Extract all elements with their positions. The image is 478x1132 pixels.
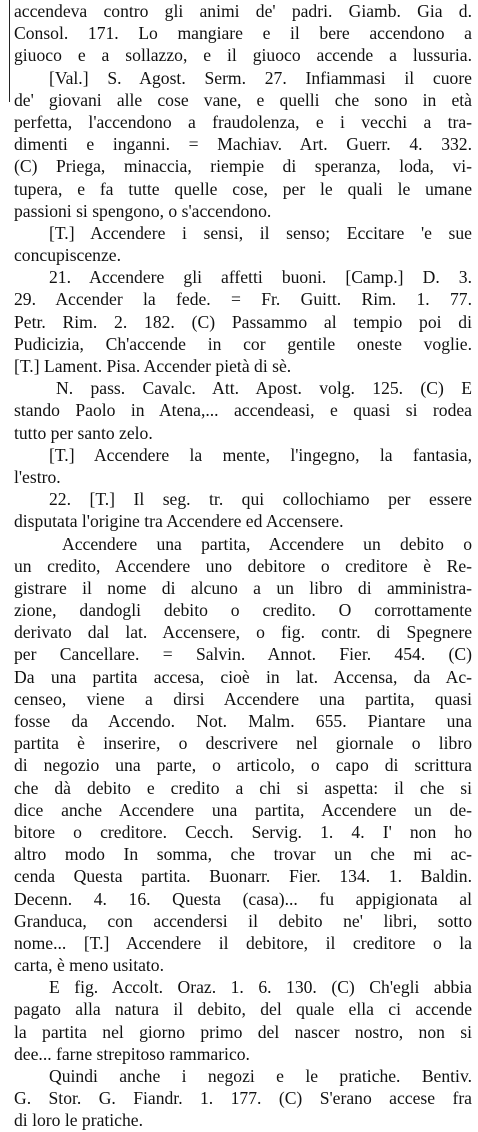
text-line: de' giovani alle cose vane, e quelli che sono in età [14,89,472,110]
text-line: di loro le pratiche. [14,1110,143,1131]
text-line: concupiscenze. [14,245,121,266]
text-line: bitore o creditore. Cecch. Servig. 1. 4. I' non ho [14,821,472,842]
margin-rule [9,0,10,102]
text-line: partita è inserire, o descrivere nel giornale o libro [14,733,472,754]
text-line: [T.] Accendere i sensi, il senso; Eccitare 'e sue [49,222,472,243]
text-line: di negozio una parte, o articolo, o capo di scrittura [14,755,472,776]
text-line: censeo, viene a dirsi Accendere una partita, quasi [14,688,472,709]
text-line: nome... [T.] Accendere il debitore, il creditore o la [14,932,472,953]
text-line: pagato alla natura il debito, del quale ella ci accende [14,999,472,1020]
text-line: 21. Accendere gli affetti buoni. [Camp.] D. 3. [49,267,472,288]
text-line: [T.] Lament. Pisa. Accender pietà di sè. [14,356,292,376]
text-line: [Val.] S. Agost. Serm. 27. Infiammasi il cuore [49,67,472,88]
text-line: tupera, e fa tutte quelle cose, per le quali le umane [14,178,472,199]
text-line: la partita nel giorno primo del nascer nostro, non si [14,1021,472,1042]
text-line: [T.] Accendere la mente, l'ingegno, la fantasia, [49,444,472,465]
text-line: 22. [T.] Il seg. tr. qui collochiamo per essere [49,489,472,510]
text-line: E fig. Accolt. Oraz. 1. 6. 130. (C) Ch'egli abbia [49,977,472,998]
text-line: Decenn. 4. 16. Questa (casa)... fu appigionata al [14,888,472,909]
text-line: Accendere una partita, Accendere un debito o [62,533,472,554]
text-line: tutto per santo zelo. [14,422,153,443]
text-line: Granduca, con accendersi il debito ne' libri, sotto [14,910,472,931]
text-line: G. Stor. G. Fiandr. 1. 177. (C) S'erano accese fra [14,1088,472,1109]
text-line: derivato dal lat. Accensere, o fig. contr. di Spegnere [14,622,472,643]
entry-text [14,0,472,1132]
text-line: carta, è meno usitato. [14,955,164,976]
text-line: Quindi anche i negozi e le pratiche. Bentiv. [49,1066,472,1086]
text-line: disputata l'origine tra Accendere ed Accensere. [14,511,344,532]
text-line: perfetta, l'accendono a fraudolenza, e i vecchi a tra- [14,111,472,132]
text-line: un credito, Accendere uno debitore o creditore è Re- [14,555,472,576]
text-line: Consol. 171. Lo mangiare e il bere accendono a [14,23,472,44]
text-line: per Cancellare. = Salvin. Annot. Fier. 454. (C) [14,644,472,665]
text-line: accendeva contro gli animi de' padri. Giamb. Gia d. [14,1,472,21]
text-line: (C) Priega, minaccia, riempie di speranza, loda, vi- [14,156,472,177]
text-line: N. pass. Cavalc. Att. Apost. volg. 125. (C) E [56,378,472,399]
text-line: l'estro. [14,466,61,487]
text-line: dice anche Accendere una partita, Accendere un de- [14,799,472,820]
text-line: Petr. Rim. 2. 182. (C) Passammo al tempio poi di [14,311,472,332]
text-line: passioni si spengono, o s'accendono. [14,200,272,221]
text-line: altro modo In somma, che trovar un che mi ac- [14,844,472,865]
text-line: stando Paolo in Atena,... accendeasi, e quasi si rodea [14,400,472,421]
text-line: dimenti e inganni. = Machiav. Art. Guerr. 4. 332. [14,134,472,155]
text-line: cenda Questa partita. Buonarr. Fier. 134. 1. Baldin. [14,866,472,887]
text-line: gistrare il nome di alcuno a un libro di amministra- [14,577,472,598]
text-line: Pudicizia, Ch'accende in cor gentile oneste voglie. [14,333,472,354]
text-line: Da una partita accesa, cioè in lat. Accensa, da Ac- [14,666,472,687]
text-line: dee... farne strepitoso rammarico. [14,1043,250,1064]
text-line: che dà debito e credito a chi si aspetta: il che si [14,777,472,798]
text-line: 29. Accender la fede. = Fr. Guitt. Rim. 1. 77. [14,289,472,310]
text-line: giuoco e a sollazzo, e il giuoco accende a lussuria. [14,45,472,66]
text-line: zione, dandogli debito o credito. O corrottamente [14,600,472,621]
text-line: fosse da Accendo. Not. Malm. 655. Piantare una [14,711,472,731]
